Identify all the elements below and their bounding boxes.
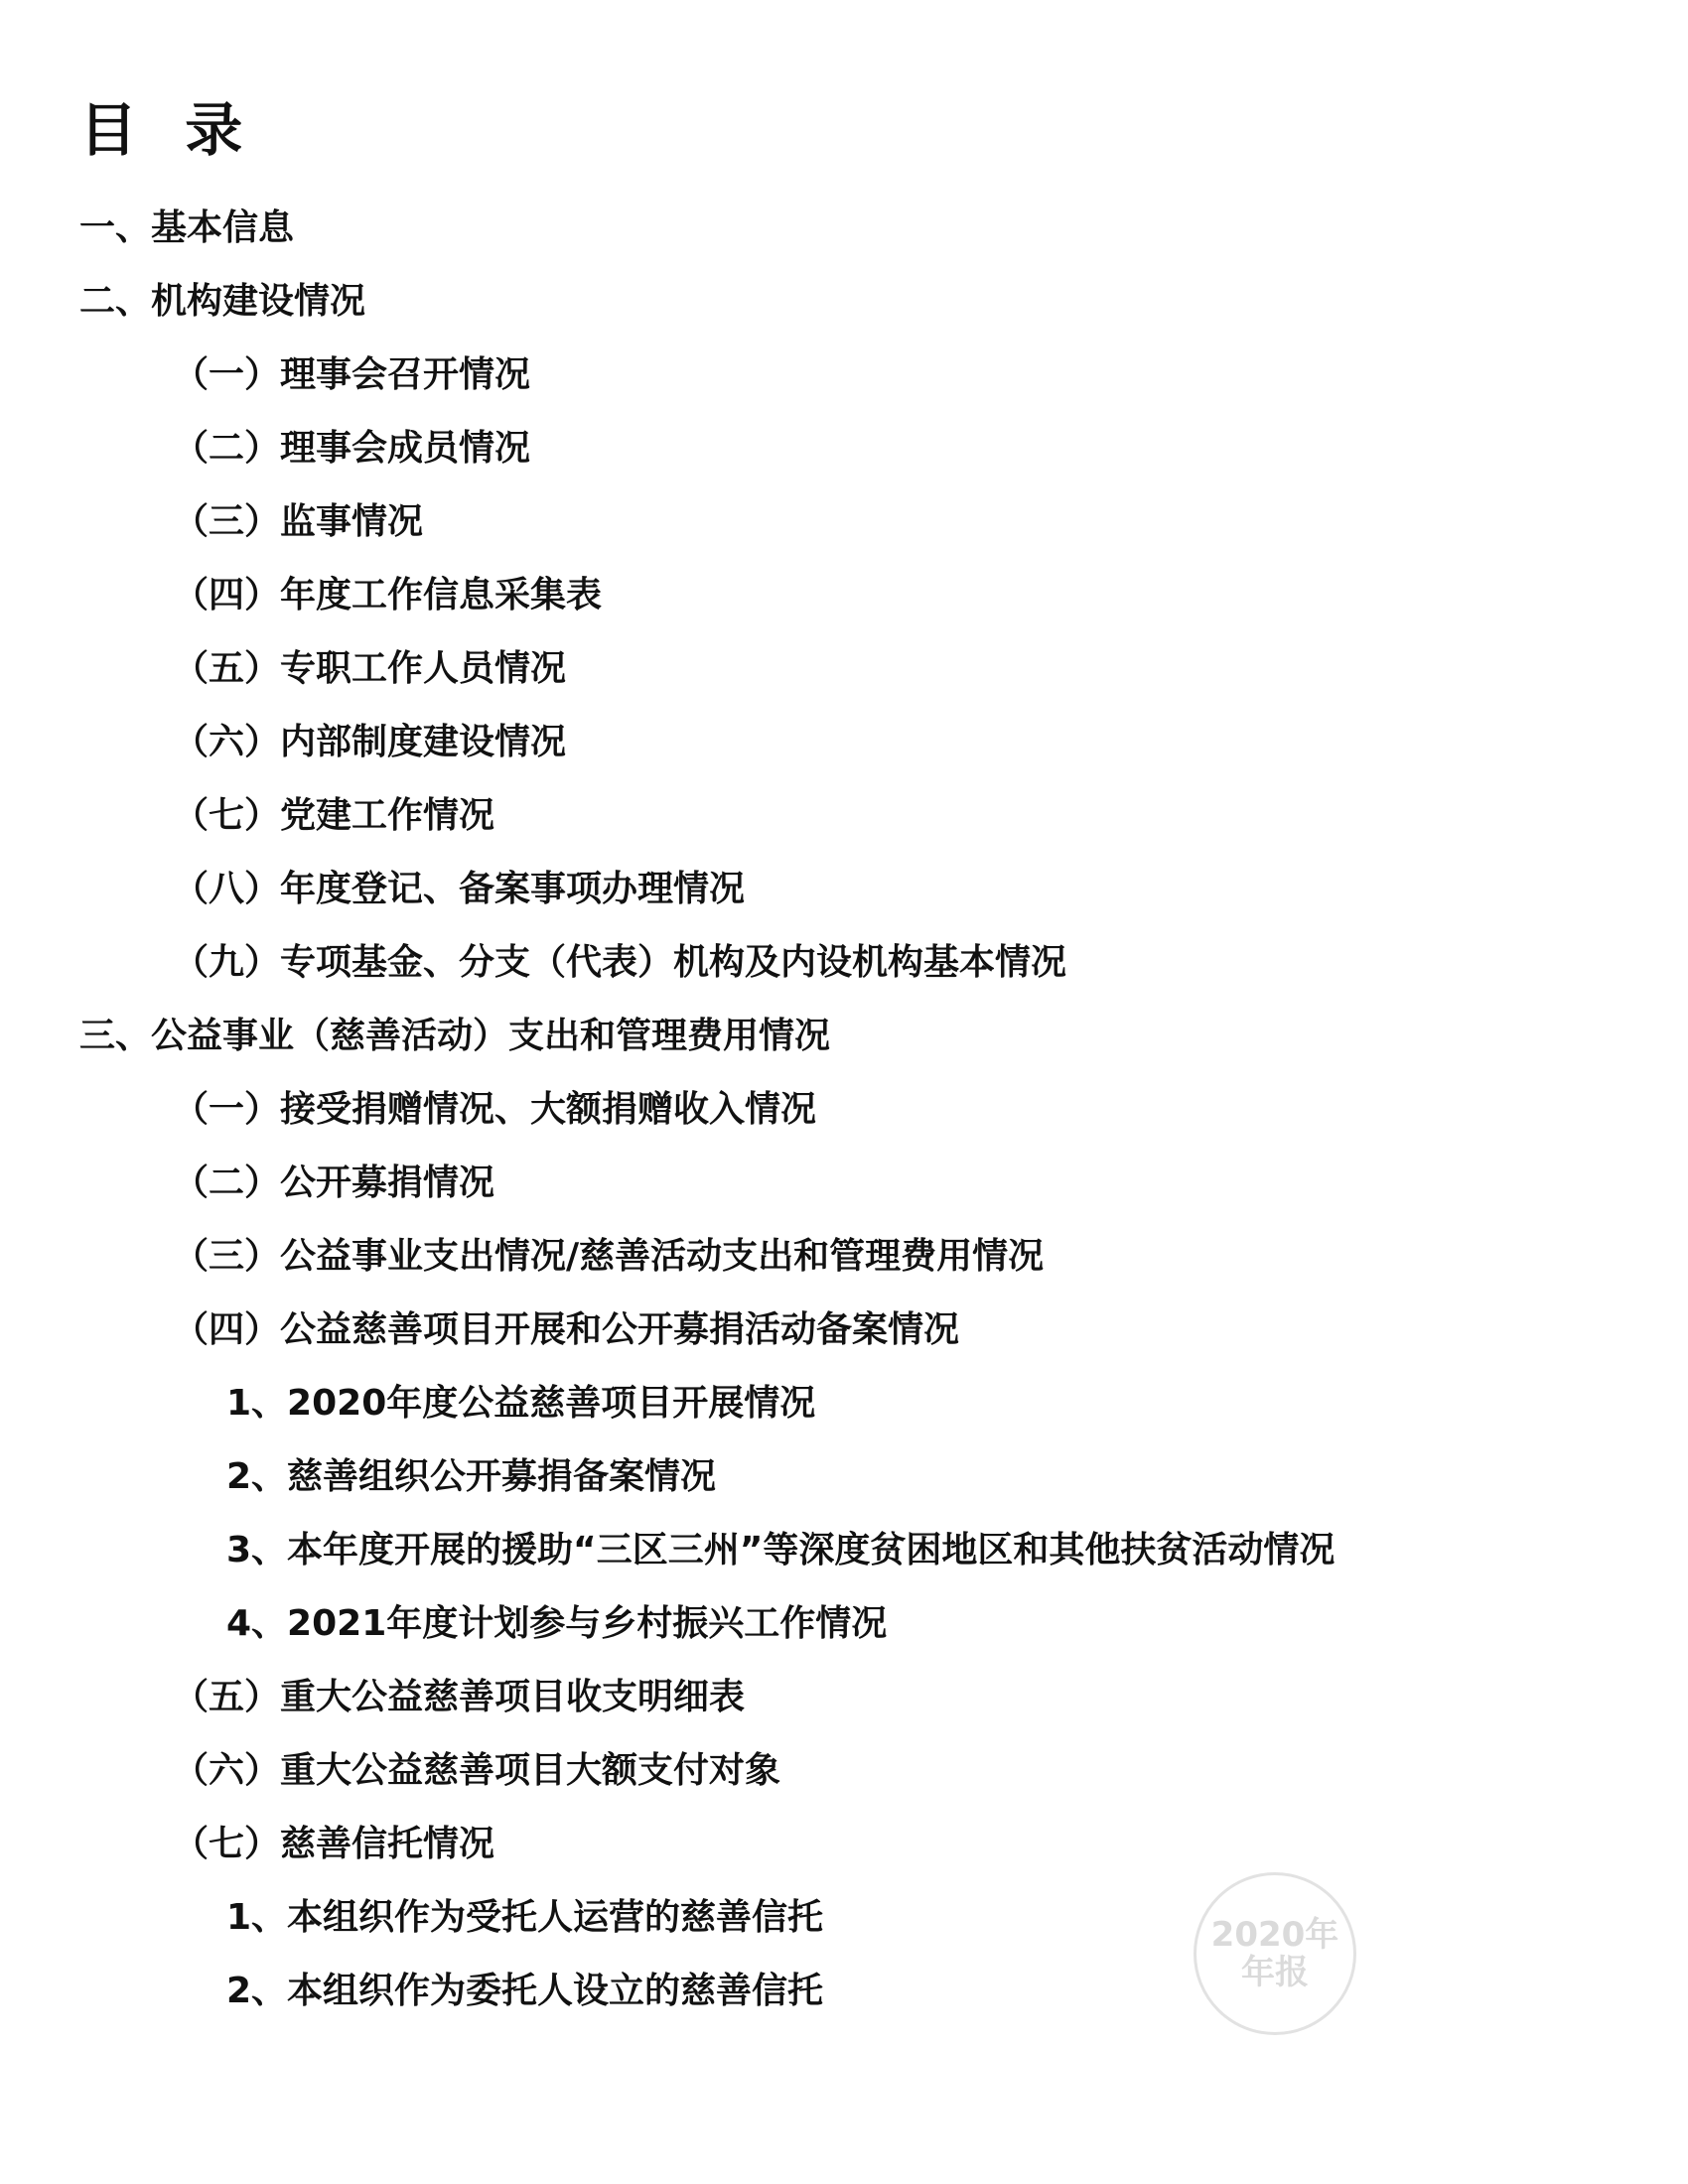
toc-entry-3[interactable]: （一）理事会召开情况	[173, 354, 531, 395]
toc-entry-11[interactable]: （九）专项基金、分支（代表）机构及内设机构基本情况	[173, 942, 1067, 983]
annual-report-stamp	[1194, 1872, 1356, 2035]
toc-entry-21[interactable]: （五）重大公益慈善项目收支明细表	[173, 1677, 746, 1717]
toc-entry-17[interactable]: 1、2020年度公益慈善项目开展情况	[226, 1383, 816, 1424]
toc-entry-6[interactable]: （四）年度工作信息采集表	[173, 575, 603, 615]
toc-entry-2[interactable]: 二、机构建设情况	[79, 281, 366, 322]
toc-entry-10[interactable]: （八）年度登记、备案事项办理情况	[173, 869, 746, 909]
toc-entry-23[interactable]: （七）慈善信托情况	[173, 1824, 495, 1864]
toc-entry-4[interactable]: （二）理事会成员情况	[173, 428, 531, 469]
toc-entry-5[interactable]: （三）监事情况	[173, 501, 424, 542]
toc-entry-8[interactable]: （六）内部制度建设情况	[173, 722, 567, 762]
stamp-year-text: 2020年	[1210, 1914, 1339, 1955]
toc-entry-18[interactable]: 2、慈善组织公开募捐备案情况	[226, 1456, 717, 1497]
toc-entry-14[interactable]: （二）公开募捐情况	[173, 1162, 495, 1203]
toc-entry-20[interactable]: 4、2021年度计划参与乡村振兴工作情况	[226, 1603, 888, 1644]
toc-entry-19[interactable]: 3、本年度开展的援助“三区三州”等深度贫困地区和其他扶贫活动情况	[226, 1530, 1336, 1570]
toc-entry-7[interactable]: （五）专职工作人员情况	[173, 648, 567, 689]
toc-entry-15[interactable]: （三）公益事业支出情况/慈善活动支出和管理费用情况	[173, 1236, 1045, 1277]
toc-entry-16[interactable]: （四）公益慈善项目开展和公开募捐活动备案情况	[173, 1309, 960, 1350]
stamp-report-text: 年报	[1241, 1953, 1309, 1992]
toc-entry-24[interactable]: 1、本组织作为受托人运营的慈善信托	[226, 1897, 824, 1938]
toc-entry-22[interactable]: （六）重大公益慈善项目大额支付对象	[173, 1750, 781, 1791]
toc-entry-9[interactable]: （七）党建工作情况	[173, 795, 495, 836]
toc-entry-25[interactable]: 2、本组织作为委托人设立的慈善信托	[226, 1971, 824, 2011]
toc-entry-12[interactable]: 三、公益事业（慈善活动）支出和管理费用情况	[79, 1016, 831, 1056]
toc-entry-13[interactable]: （一）接受捐赠情况、大额捐赠收入情况	[173, 1089, 817, 1130]
page-title: 目 录	[79, 96, 257, 164]
toc-entry-1[interactable]: 一、基本信息	[79, 207, 295, 248]
